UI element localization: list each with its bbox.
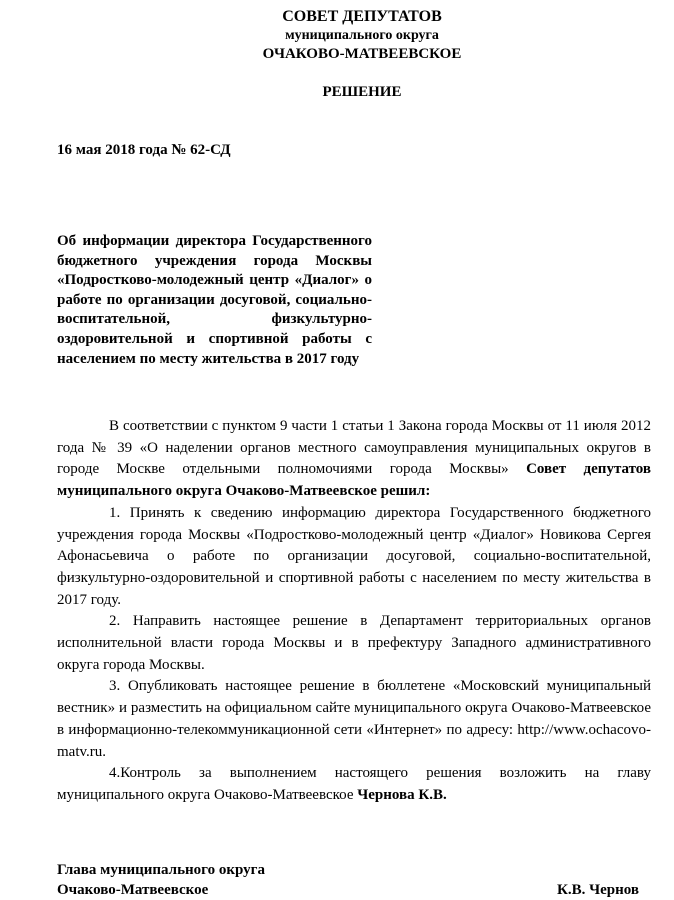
signature-title-2: Очаково-Матвеевское [57,882,209,898]
council-title: СОВЕТ ДЕПУТАТОВ [282,8,442,25]
decision-item-4 [57,763,651,806]
decision-subject: Об информации директора Государственного бюджетного учреждения города Москвы «Подростково-молодежный центр «Диалог» о работе по организации досуговой, социально-воспитательной, физкультурно-оздоровительной и спортивной работы с населением по месту жительства в 2017 году [57,233,372,367]
signature-name: К.В. Чернов [556,882,639,898]
signature-block [57,860,639,900]
council-subtitle: муниципального округа [285,28,439,43]
decision-item-1: 1. Принять к сведению информацию директора Государственного бюджетного учреждения города Москвы «Подростково-молодежный центр «Диалог» Новикова Сергея Афонасьевича о работе по организации досуговой, социально-воспитательной, физкультурно-оздоровительной и спортивной работы с населением по месту жительства в 2017 году. [57,504,651,608]
decision-item-2: 2. Направить настоящее решение в Департамент территориальных органов исполнительной власти города Москвы и в префектуру Западного административного округа города Москвы. [57,613,651,673]
decision-body [57,416,651,807]
item-4-name: Чернова К.В. [357,786,447,803]
item-4-text: 4.Контроль за выполнением настоящего решения возложить на главу муниципального округа Очаково-Матвеевское [57,765,651,803]
preamble-decided: Совет депутатов муниципального округа Очаково-Матвеевское решил: [57,461,652,500]
document-type: РЕШЕНИЕ [322,84,402,100]
signature-title-1: Глава муниципального округа [57,862,265,878]
decision-item-3: 3. Опубликовать настоящее решение в бюллетене «Московский муниципальный вестник» и разместить на официальном сайте муниципального округа Очаково-Матвеевское в информационно-телекоммуникационной сети «Интернет» по адресу: http://www.ochacovo-matv.ru. [57,678,651,760]
date-number: 16 мая 2018 года № 62-СД [57,142,231,158]
preamble [57,416,651,503]
preamble-text: В соответствии с пунктом 9 части 1 статьи 1 Закона города Москвы от 11 июля 2012 года № 39 «О наделении органов местного самоуправления муниципальных округов в городе Москве отдельными полномочиями города Москвы» [57,418,651,478]
district-name: ОЧАКОВО-МАТВЕЕВСКОЕ [262,46,462,62]
